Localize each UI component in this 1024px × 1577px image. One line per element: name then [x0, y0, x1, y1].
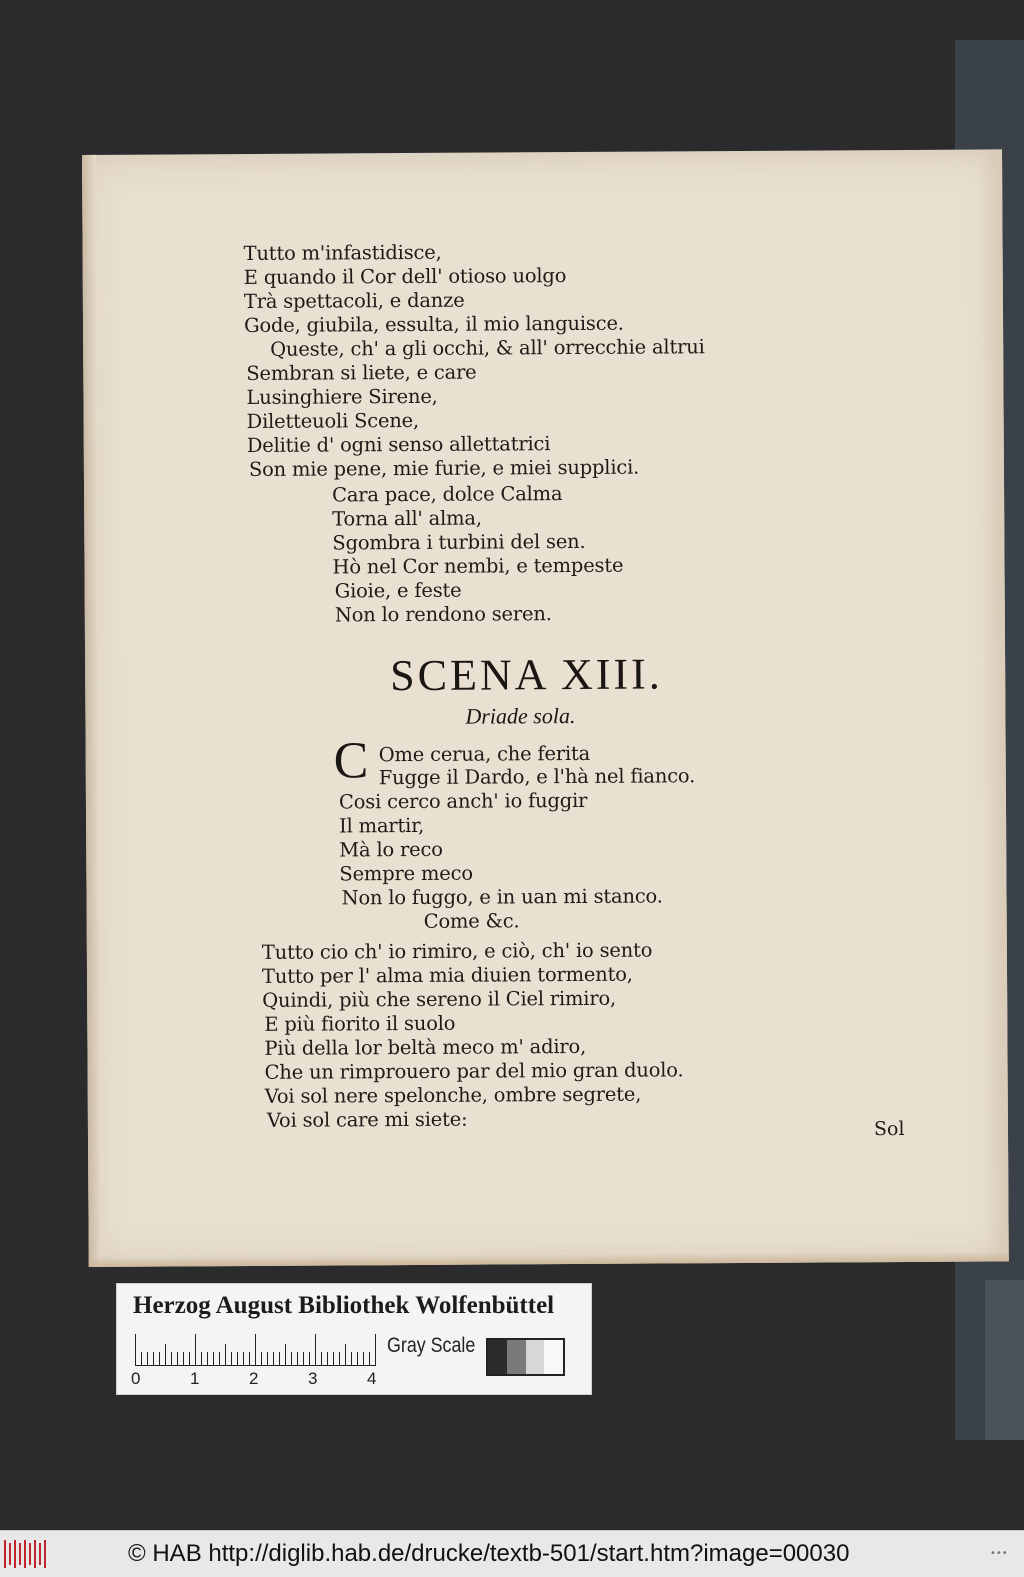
logo-bar — [24, 1540, 26, 1568]
ruler-tick — [363, 1352, 364, 1366]
verse-line: Trà spettacoli, e danze — [243, 288, 465, 314]
ruler-tick — [309, 1352, 310, 1366]
ruler-tick — [303, 1352, 304, 1366]
ruler-tick — [285, 1344, 286, 1366]
ruler-tick — [231, 1352, 232, 1366]
ruler-tick — [213, 1352, 214, 1366]
ruler-tick — [159, 1352, 160, 1366]
catchword: Sol — [873, 1117, 905, 1141]
gray-swatch — [526, 1340, 545, 1374]
ruler-tick — [201, 1352, 202, 1366]
color-scale-card — [116, 1283, 592, 1395]
verse-line: Gioie, e feste — [334, 578, 462, 603]
verse-line: Tutto per l' alma mia diuien tormento, — [261, 962, 633, 988]
ruler-tick — [225, 1344, 226, 1366]
ruler-tick — [279, 1352, 280, 1366]
verse-line: Sembran si liete, e care — [246, 360, 477, 385]
gray-swatch — [507, 1340, 526, 1374]
verse-line: Mà lo reco — [339, 837, 443, 862]
footer-url[interactable]: © HAB http://diglib.hab.de/drucke/textb-501/start.htm?image=00030 — [128, 1540, 850, 1567]
ruler-tick — [243, 1352, 244, 1366]
ruler-number: 3 — [308, 1369, 318, 1388]
ruler-tick — [297, 1352, 298, 1366]
verse-line: Tutto m'infastidisce, — [243, 240, 442, 266]
ruler — [135, 1334, 375, 1366]
ruler-tick — [351, 1352, 352, 1366]
ruler-tick — [207, 1352, 208, 1366]
verse-line: Cara pace, dolce Calma — [332, 482, 563, 507]
ruler-tick — [255, 1334, 256, 1366]
book-page — [82, 149, 1009, 1267]
ruler-tick — [339, 1352, 340, 1366]
footer-bar — [0, 1530, 1024, 1577]
verse-line: Fugge il Dardo, e l'hà nel fianco. — [378, 764, 696, 790]
ruler-number: 1 — [190, 1369, 200, 1388]
gray-swatch — [544, 1340, 563, 1374]
ruler-tick — [237, 1352, 238, 1366]
gray-scale-label: Gray Scale — [387, 1334, 476, 1357]
verse-line: Ome cerua, che ferita — [378, 741, 591, 767]
ruler-tick — [327, 1352, 328, 1366]
ruler-number: 2 — [249, 1369, 259, 1388]
ruler-tick — [147, 1352, 148, 1366]
verse-line: Torna all' alma, — [332, 506, 482, 531]
verse-line: Queste, ch' a gli occhi, & all' orrecchie altrui — [270, 335, 705, 361]
hab-logo-icon — [4, 1540, 46, 1568]
ruler-tick — [177, 1352, 178, 1366]
ruler-tick — [189, 1352, 190, 1366]
logo-bar — [44, 1540, 46, 1568]
ruler-tick — [267, 1352, 268, 1366]
verse-line: Voi sol care mi siete: — [266, 1107, 468, 1132]
ruler-tick — [171, 1352, 172, 1366]
ruler-tick — [165, 1344, 166, 1366]
verse-line: Non lo fuggo, e in uan mi stanco. — [341, 884, 663, 910]
ruler-tick — [195, 1334, 196, 1366]
ruler-number: 0 — [131, 1369, 141, 1388]
logo-bar — [34, 1540, 36, 1568]
ruler-tick — [333, 1352, 334, 1366]
logo-bar — [29, 1543, 31, 1565]
ruler-tick — [369, 1352, 370, 1366]
logo-bar — [9, 1543, 11, 1565]
ruler-number: 4 — [367, 1369, 377, 1388]
ruler-tick — [153, 1352, 154, 1366]
ruler-tick — [135, 1334, 136, 1366]
verse-line: Son mie pene, mie furie, e miei supplici. — [248, 455, 640, 481]
ruler-tick — [345, 1344, 346, 1366]
ruler-tick — [375, 1334, 376, 1366]
verse-line: Che un rimprouero par del mio gran duolo. — [264, 1058, 684, 1084]
verse-line: Gode, giubila, essulta, il mio languisce. — [243, 311, 624, 338]
ruler-tick — [273, 1352, 274, 1366]
binding-strip — [985, 1280, 1024, 1440]
ruler-tick — [249, 1352, 250, 1366]
library-name: Herzog August Bibliothek Wolfenbüttel — [133, 1292, 555, 1319]
ruler-tick — [357, 1352, 358, 1366]
verse-line: Non lo rendono seren. — [334, 602, 552, 627]
verse-line: Lusinghiere Sirene, — [246, 384, 438, 409]
verse-line: E più fiorito il suolo — [264, 1011, 456, 1036]
ruler-tick — [315, 1334, 316, 1366]
ruler-tick — [261, 1352, 262, 1366]
verse-line: Cosi cerco anch' io fuggir — [338, 788, 588, 814]
logo-bar — [39, 1543, 41, 1565]
logo-bar — [19, 1543, 21, 1565]
gray-scale-swatches — [486, 1338, 565, 1376]
gray-swatch — [488, 1340, 507, 1374]
verse-line: Più della lor beltà meco m' adiro, — [264, 1034, 587, 1060]
footer-dots: ••• — [990, 1548, 1008, 1559]
logo-bar — [14, 1540, 16, 1568]
drop-cap: C — [333, 732, 369, 790]
ruler-tick — [291, 1352, 292, 1366]
verse-line: Delitie d' ogni senso allettatrici — [246, 432, 551, 457]
ruler-tick — [219, 1352, 220, 1366]
scene-subtitle: Driade sola. — [465, 702, 576, 729]
verse-line: Voi sol nere spelonche, ombre segrete, — [264, 1082, 642, 1108]
verse-line: Sempre meco — [339, 861, 473, 886]
verse-line: Hò nel Cor nembi, e tempeste — [332, 553, 624, 579]
verse-line: Tutto cio ch' io rimiro, e ciò, ch' io sento — [261, 938, 653, 964]
scene-title: SCENA XIII. — [390, 649, 663, 701]
ruler-tick — [141, 1352, 142, 1366]
ruler-tick — [321, 1352, 322, 1366]
verse-line: Come &c. — [423, 909, 520, 933]
verse-line: Sgombra i turbini del sen. — [332, 529, 586, 555]
verse-line: E quando il Cor dell' otioso uolgo — [243, 264, 567, 290]
verse-line: Il martir, — [339, 813, 425, 838]
verse-line: Diletteuoli Scene, — [246, 408, 420, 433]
ruler-tick — [183, 1352, 184, 1366]
logo-bar — [4, 1540, 6, 1568]
verse-line: Quindi, più che sereno il Ciel rimiro, — [262, 986, 617, 1012]
